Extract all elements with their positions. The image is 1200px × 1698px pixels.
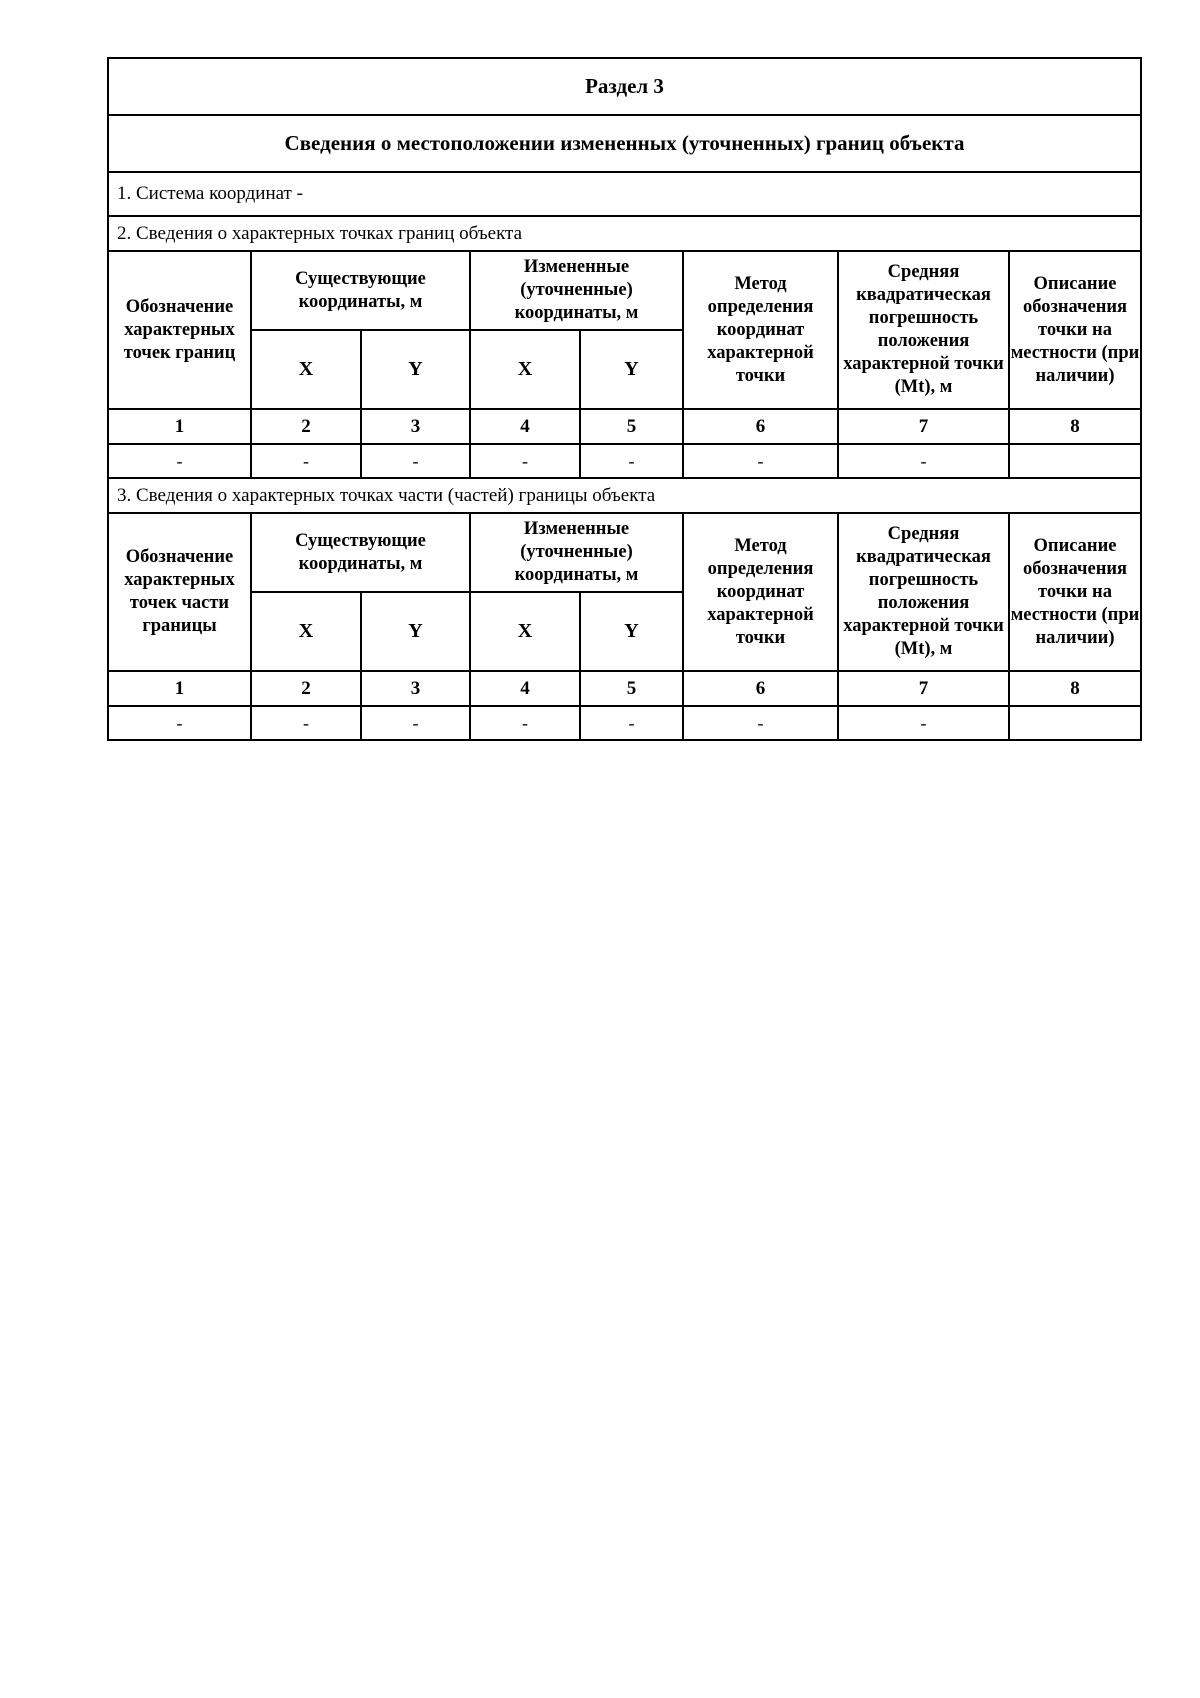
table-cell: - xyxy=(251,706,361,740)
table-row xyxy=(108,706,1141,740)
table-cell: - xyxy=(470,706,580,740)
coordinate-system-line: 1. Система координат - xyxy=(108,172,1141,216)
table-cell: - xyxy=(361,444,470,478)
header-designation: Обозначение характерных точек части границы xyxy=(108,513,251,671)
table-cell: - xyxy=(580,444,683,478)
column-number: 3 xyxy=(361,409,470,444)
header-existing-y: Y xyxy=(361,592,470,671)
column-number: 5 xyxy=(580,671,683,706)
table-cell: - xyxy=(580,706,683,740)
header-mean-error: Средняя квадратическая погрешность положения характерной точки (Mt), м xyxy=(838,251,1009,409)
points-section-title: 2. Сведения о характерных точках границ объекта xyxy=(108,216,1141,251)
column-number: 6 xyxy=(683,409,838,444)
header-existing-x: X xyxy=(251,330,361,409)
table-cell: - xyxy=(838,706,1009,740)
section-title: Раздел 3 xyxy=(108,58,1141,115)
header-method: Метод определения координат характерной точки xyxy=(683,513,838,671)
column-number: 5 xyxy=(580,409,683,444)
column-number: 6 xyxy=(683,671,838,706)
header-designation: Обозначение характерных точек границ xyxy=(108,251,251,409)
table-row xyxy=(108,444,1141,478)
table-cell xyxy=(1009,706,1141,740)
header-existing-y: Y xyxy=(361,330,470,409)
parts-section-title: 3. Сведения о характерных точках части (частей) границы объекта xyxy=(108,478,1141,513)
column-number: 7 xyxy=(838,671,1009,706)
column-number: 4 xyxy=(470,671,580,706)
column-number: 1 xyxy=(108,671,251,706)
column-number: 4 xyxy=(470,409,580,444)
column-numbers-row xyxy=(108,409,1141,444)
header-changed-y: Y xyxy=(580,330,683,409)
column-number: 8 xyxy=(1009,671,1141,706)
table-cell xyxy=(1009,444,1141,478)
table-cell: - xyxy=(108,706,251,740)
table-cell: - xyxy=(470,444,580,478)
column-number: 3 xyxy=(361,671,470,706)
header-changed-x: X xyxy=(470,592,580,671)
table-cell: - xyxy=(108,444,251,478)
header-changed-coords: Измененные (уточненные) координаты, м xyxy=(470,513,683,592)
header-changed-y: Y xyxy=(580,592,683,671)
table-cell: - xyxy=(361,706,470,740)
header-method: Метод определения координат характерной точки xyxy=(683,251,838,409)
header-existing-coords: Существующие координаты, м xyxy=(251,513,470,592)
header-changed-coords: Измененные (уточненные) координаты, м xyxy=(470,251,683,330)
table-cell: - xyxy=(683,444,838,478)
header-description: Описание обозначения точки на местности (при наличии) xyxy=(1009,513,1141,671)
column-numbers-row xyxy=(108,671,1141,706)
table-cell: - xyxy=(251,444,361,478)
section-3-table xyxy=(107,57,1142,741)
header-existing-x: X xyxy=(251,592,361,671)
column-number: 2 xyxy=(251,409,361,444)
header-description: Описание обозначения точки на местности (при наличии) xyxy=(1009,251,1141,409)
column-number: 7 xyxy=(838,409,1009,444)
header-changed-x: X xyxy=(470,330,580,409)
header-existing-coords: Существующие координаты, м xyxy=(251,251,470,330)
column-number: 1 xyxy=(108,409,251,444)
table-cell: - xyxy=(683,706,838,740)
column-number: 2 xyxy=(251,671,361,706)
section-subtitle: Сведения о местоположении измененных (уточненных) границ объекта xyxy=(108,115,1141,172)
table-cell: - xyxy=(838,444,1009,478)
column-number: 8 xyxy=(1009,409,1141,444)
header-mean-error: Средняя квадратическая погрешность положения характерной точки (Mt), м xyxy=(838,513,1009,671)
